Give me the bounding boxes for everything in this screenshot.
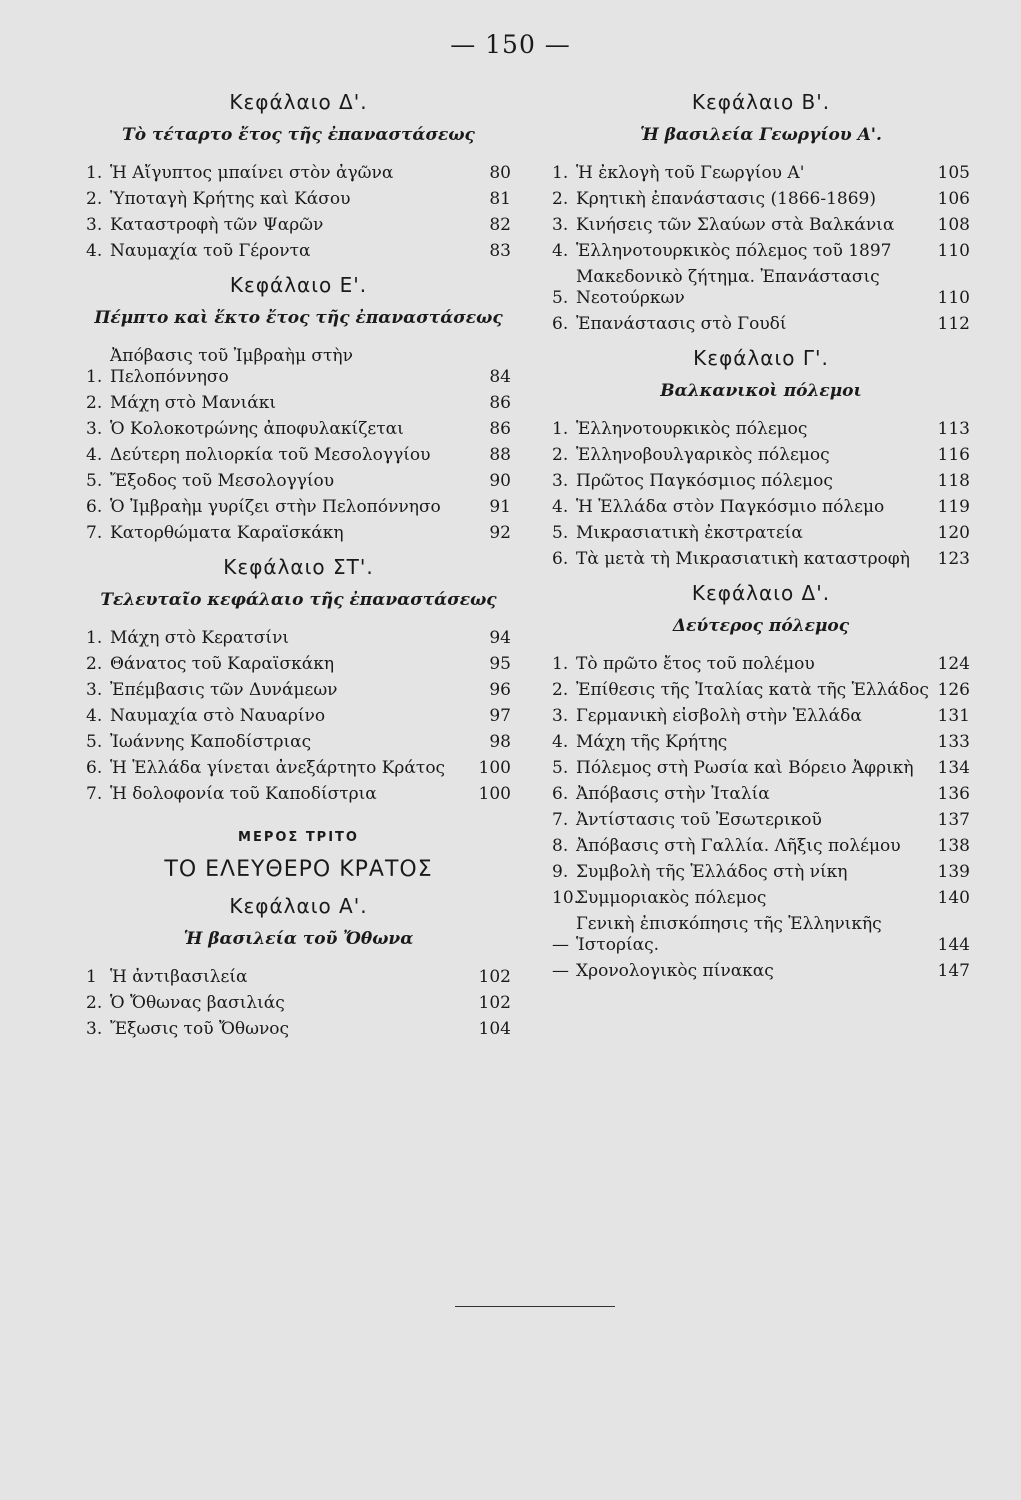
entry-page: 88 [489,444,511,465]
toc-entry [552,732,970,753]
entry-number: 3. [86,679,103,700]
entry-page: 113 [937,418,970,439]
chapter-heading: Κεφάλαιο ΣΤ'. [223,554,374,579]
toc-section [552,90,970,346]
entry-title: Γερμανικὴ εἰσβολὴ στὴν Ἑλλάδα [576,705,862,726]
toc-section [86,90,511,273]
entry-title: Ἀπόβασις στὴ Γαλλία. Λῆξις πολέμου [576,835,901,856]
entry-title: Ἑλληνοβουλγαρικὸς πόλεμος [576,444,830,465]
entry-page: 133 [937,731,970,752]
entry-title: Ἑλληνοτουρκικὸς πόλεμος [576,418,808,439]
toc-entry [86,967,511,988]
entry-page: 95 [489,653,511,674]
chapter-subtitle: Βαλκανικοὶ πόλεμοι [660,380,862,401]
toc-entry [552,836,970,857]
toc-entry [552,680,970,701]
entry-title: Ἑλληνοτουρκικὸς πόλεμος τοῦ 1897 [576,240,892,261]
entry-number: 2. [552,444,569,465]
toc-entry [552,706,970,727]
entry-title: Ὁ Κολοκοτρώνης ἀποφυλακίζεται [110,418,404,439]
entry-number: 7. [86,783,103,804]
entry-title: Συμβολὴ τῆς Ἑλλάδος στὴ νίκη [576,861,848,882]
entry-number: 4. [86,705,103,726]
part-title: ΤΟ ΕΛΕΥΘΕΡΟ ΚΡΑΤΟΣ [164,856,433,882]
entry-title: Τὰ μετὰ τὴ Μικρασιατικὴ καταστροφὴ [576,548,910,569]
entry-number: 3. [552,705,569,726]
entry-number: 1. [552,653,569,674]
entry-page: 131 [937,705,970,726]
entry-number: — [552,960,569,981]
entry-page: 82 [489,214,511,235]
entry-page: 105 [937,162,970,183]
entry-page: 134 [937,757,970,778]
toc-entry [86,523,511,544]
entry-title: Μάχη τῆς Κρήτης [576,731,728,752]
entry-page: 102 [478,966,511,987]
page-number: — 150 — [450,30,571,59]
entry-title: Καταστροφὴ τῶν Ψαρῶν [110,214,324,235]
entry-page: 136 [937,783,970,804]
entry-number: 7. [86,522,103,543]
entry-page: 119 [937,496,970,517]
entry-page: 110 [937,240,970,261]
right-column [552,90,970,993]
entry-title: Ἡ δολοφονία τοῦ Καποδίστρια [110,783,377,804]
entry-title: Ἡ ἐκλογὴ τοῦ Γεωργίου Α' [576,162,805,183]
entry-number: 4. [552,731,569,752]
entry-page: 92 [489,522,511,543]
toc-entry [552,888,970,909]
entry-page: 98 [489,731,511,752]
entry-number: 2. [86,992,103,1013]
entry-title: Ἀπόβασις στὴν Ἰταλία [576,783,770,804]
toc-entry [552,267,970,309]
entry-number: 3. [86,1018,103,1039]
entry-number: 1. [552,418,569,439]
entry-page: 124 [937,653,970,674]
entry-number: 2. [86,392,103,413]
entry-title: Ἐπίθεσις τῆς Ἰταλίας κατὰ τῆς Ἑλλάδος [576,679,929,700]
toc-entry [86,393,511,414]
entry-number: 4. [552,240,569,261]
entry-title: Ὁ Ὄθωνας βασιλιάς [110,992,285,1013]
toc-entry [552,241,970,262]
entry-page: 108 [937,214,970,235]
toc-entry [86,993,511,1014]
entry-page: 120 [937,522,970,543]
part-heading: ΜΕΡΟΣ ΤΡΙΤΟ [238,829,359,845]
entry-title: Κατορθώματα Καραϊσκάκη [110,522,344,543]
entry-page: 80 [489,162,511,183]
entry-title: Ναυμαχία στὸ Ναυαρίνο [110,705,326,726]
entry-title: Ἰωάννης Καποδίστριας [110,731,312,752]
entry-page: 144 [937,934,970,955]
entry-page: 137 [937,809,970,830]
chapter-subtitle: Τὸ τέταρτο ἔτος τῆς ἐπαναστάσεως [122,125,475,145]
toc-entry [552,419,970,440]
chapter-heading: Κεφάλαιο Δ'. [691,580,831,605]
entry-title: Ὁ Ἰμβραὴμ γυρίζει στὴν Πελοπόννησο [110,496,441,517]
entry-title: Θάνατος τοῦ Καραϊσκάκη [110,653,335,674]
entry-page: 90 [489,470,511,491]
toc-entry [86,654,511,675]
toc-section [86,555,511,816]
entry-title: Ὑποταγὴ Κρήτης καὶ Κάσου [110,188,351,209]
entry-page: 116 [937,444,970,465]
entry-number: 1 [86,966,97,987]
toc-section [86,273,511,555]
entry-title: Κρητικὴ ἐπανάστασις (1866-1869) [576,188,876,209]
entry-page: 126 [937,679,970,700]
entry-number: 7. [552,809,569,830]
toc-entry [552,471,970,492]
entry-title: Ἡ Ἑλλάδα γίνεται ἀνεξάρτητο Κράτος [110,757,446,778]
entry-title: Μάχη στὸ Μανιάκι [110,392,277,413]
toc-entry [86,706,511,727]
entry-number: 2. [86,653,103,674]
entry-page: 110 [937,287,970,308]
toc-entry [552,445,970,466]
toc-entry [86,419,511,440]
chapter-heading: Κεφάλαιο Α'. [229,893,368,918]
entry-page: 86 [489,392,511,413]
entry-title: Ἡ Ἑλλάδα στὸν Παγκόσμιο πόλεμο [576,496,885,517]
toc-entry [86,215,511,236]
entry-title: Μικρασιατικὴ ἐκστρατεία [576,522,803,543]
entry-number: 6. [552,783,569,804]
toc-entry [552,215,970,236]
footer-rule [455,1306,615,1307]
entry-page: 100 [478,783,511,804]
toc-entry [86,445,511,466]
toc-entry [552,914,970,956]
toc-entry [86,497,511,518]
entry-title: Δεύτερη πολιορκία τοῦ Μεσολογγίου [110,444,431,465]
chapter-subtitle: Πέμπτο καὶ ἕκτο ἔτος τῆς ἐπαναστάσεως [94,307,503,328]
toc-entry [86,758,511,779]
toc-entry [552,862,970,883]
chapter-subtitle: Δεύτερος πόλεμος [672,615,850,636]
entry-number: 10. [552,887,580,908]
entry-number: 2. [552,679,569,700]
entry-title: Τὸ πρῶτο ἔτος τοῦ πολέμου [576,653,815,674]
entry-title: Ἐπέμβασις τῶν Δυνάμεων [110,679,338,700]
chapter-subtitle: Ἡ βασιλεία Γεωργίου Α'. [640,125,882,145]
entry-number: 9. [552,861,569,882]
entry-page: 86 [489,418,511,439]
toc-entry [552,810,970,831]
entry-number: 5. [552,757,569,778]
entry-number: 3. [552,470,569,491]
entry-page: 112 [937,313,970,334]
chapter-heading: Κεφάλαιο Ε'. [229,272,368,297]
entry-number: 6. [86,757,103,778]
entry-title: Ἐπανάστασις στὸ Γουδί [576,313,787,334]
toc-entry [552,163,970,184]
toc-entry [552,189,970,210]
entry-number: 3. [552,214,569,235]
entry-number: 1. [86,162,103,183]
toc-entry [552,497,970,518]
entry-page: 104 [478,1018,511,1039]
chapter-heading: Κεφάλαιο Β'. [691,90,831,114]
entry-number: 5. [552,522,569,543]
entry-number: 2. [552,188,569,209]
entry-title: Ἔξοδος τοῦ Μεσολογγίου [110,470,335,491]
toc-entry [86,628,511,649]
chapter-heading: Κεφάλαιο Γ'. [693,345,829,370]
entry-page: 100 [478,757,511,778]
entry-number: 1. [86,627,103,648]
entry-page: 96 [489,679,511,700]
entry-number: 2. [86,188,103,209]
entry-page: 97 [489,705,511,726]
entry-page: 102 [478,992,511,1013]
entry-title: Χρονολογικὸς πίνακας [576,960,774,981]
entry-title: Ἡ ἀντιβασιλεία [110,966,248,987]
toc-entry [86,680,511,701]
toc-entry [552,961,970,982]
entry-page: 84 [489,366,511,387]
entry-page: 140 [937,887,970,908]
chapter-subtitle: Ἡ βασιλεία τοῦ Ὄθωνα [183,928,414,949]
toc-entry [552,549,970,570]
entry-title: Ἀπόβασις τοῦ Ἰμβραὴμ στὴν Πελοπόννησο [110,345,353,387]
entry-page: 123 [937,548,970,569]
toc-entry [86,784,511,805]
toc-entry [552,784,970,805]
entry-title: Συμμοριακὸς πόλεμος [576,887,767,908]
entry-page: 118 [937,470,970,491]
chapter-heading: Κεφάλαιο Δ'. [229,90,368,114]
entry-title: Μάχη στὸ Κερατσίνι [110,627,290,648]
toc-section [552,581,970,993]
entry-number: 5. [86,731,103,752]
entry-page: 81 [489,188,511,209]
entry-page: 83 [489,240,511,261]
toc-entry [86,1019,511,1040]
entry-number: 4. [552,496,569,517]
toc-section [86,894,511,1051]
entry-page: 91 [489,496,511,517]
toc-section [552,346,970,581]
entry-title: Γενικὴ ἐπισκόπησις τῆς Ἑλληνικῆς Ἱστορίας. [576,913,882,955]
entry-number: 8. [552,835,569,856]
entry-number: 1. [552,162,569,183]
entry-title: Πόλεμος στὴ Ρωσία καὶ Βόρειο Ἀφρικὴ [576,757,914,778]
toc-entry [86,732,511,753]
entry-title: Ναυμαχία τοῦ Γέροντα [110,240,311,261]
entry-page: 106 [937,188,970,209]
toc-entry [552,314,970,335]
entry-number: 6. [552,548,569,569]
entry-title: Κινήσεις τῶν Σλαύων στὰ Βαλκάνια [576,214,895,235]
entry-number: 4. [86,444,103,465]
entry-page: 94 [489,627,511,648]
toc-entry [86,163,511,184]
entry-title: Μακεδονικὸ ζήτημα. Ἐπανάστασις Νεοτούρκων [576,266,880,308]
entry-number: — [552,934,569,955]
entry-number: 3. [86,214,103,235]
left-column [86,90,511,1051]
entry-number: 6. [86,496,103,517]
toc-entry [86,471,511,492]
toc-entry [552,758,970,779]
entry-page: 139 [937,861,970,882]
chapter-subtitle: Τελευταῖο κεφάλαιο τῆς ἐπαναστάσεως [100,589,497,610]
entry-number: 3. [86,418,103,439]
toc-entry [86,189,511,210]
entry-title: Πρῶτος Παγκόσμιος πόλεμος [576,470,833,491]
toc-entry [552,523,970,544]
entry-page: 147 [937,960,970,981]
entry-number: 5. [86,470,103,491]
toc-entry [86,346,511,388]
toc-entry [86,241,511,262]
entry-number: 5. [552,287,569,308]
entry-title: Ἡ Αἴγυπτος μπαίνει στὸν ἀγῶνα [110,162,394,183]
entry-number: 1. [86,366,103,387]
entry-number: 4. [86,240,103,261]
entry-number: 6. [552,313,569,334]
entry-title: Ἀντίστασις τοῦ Ἐσωτερικοῦ [576,809,822,830]
entry-title: Ἔξωσις τοῦ Ὄθωνος [110,1018,290,1039]
entry-page: 138 [937,835,970,856]
toc-entry [552,654,970,675]
